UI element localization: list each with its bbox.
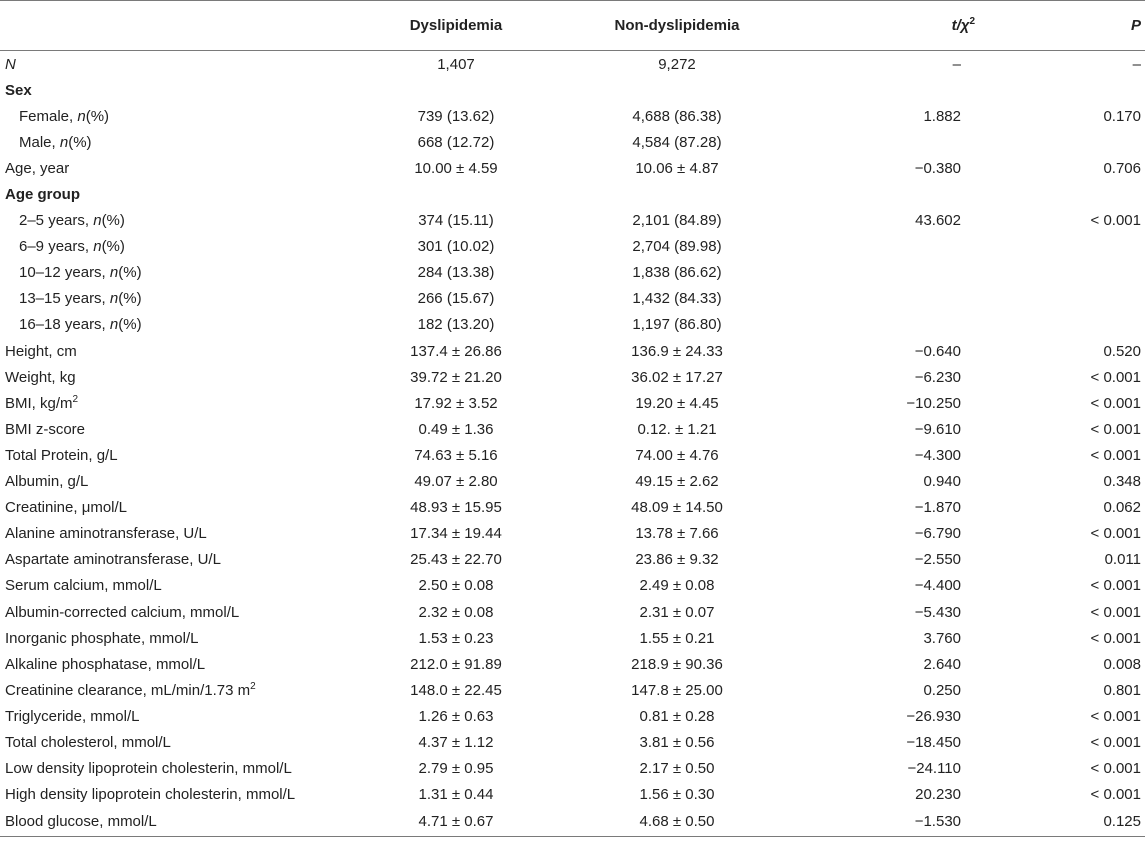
header-chi-symbol: /χ <box>956 17 970 34</box>
p-value-cell: < 0.001 <box>1090 786 1141 804</box>
row-label-tail: (%) <box>118 290 142 308</box>
non-dyslipidemia-cell: 218.9 ± 90.36 <box>631 655 723 673</box>
p-value-cell: < 0.001 <box>1090 603 1141 621</box>
non-dyslipidemia-cell: 13.78 ± 7.66 <box>635 525 719 543</box>
dyslipidemia-cell <box>350 77 562 103</box>
test-statistic-cell: 1.882 <box>923 107 961 125</box>
test-statistic-cell: 20.230 <box>915 786 961 804</box>
non-dyslipidemia-cell: 4.68 ± 0.50 <box>562 808 792 837</box>
row-label <box>0 390 350 416</box>
non-dyslipidemia-cell: 23.86 ± 9.32 <box>635 551 719 569</box>
row-label-text: Blood glucose, mmol/L <box>5 813 157 831</box>
table-row <box>0 208 1145 234</box>
table-row <box>0 729 1145 755</box>
row-label <box>0 129 350 155</box>
p-value-cell: < 0.001 <box>1090 707 1141 725</box>
row-label-text: 2–5 years, <box>19 212 94 230</box>
p-value-cell: < 0.001 <box>1090 577 1141 595</box>
dyslipidemia-cell: 74.63 ± 5.16 <box>414 446 498 464</box>
non-dyslipidemia-cell: 49.15 ± 2.62 <box>635 473 719 491</box>
row-label <box>0 599 350 625</box>
test-statistic-cell: – <box>952 55 961 73</box>
test-statistic-cell <box>792 77 989 103</box>
dyslipidemia-cell: 49.07 ± 2.80 <box>414 473 498 491</box>
table-row <box>0 625 1145 651</box>
non-dyslipidemia-cell: 2,704 (89.98) <box>632 238 722 256</box>
dyslipidemia-cell: 17.92 ± 3.52 <box>414 394 498 412</box>
p-value-cell: 0.125 <box>989 808 1145 837</box>
test-statistic-cell: −26.930 <box>906 707 961 725</box>
test-statistic-cell: −1.530 <box>792 808 989 837</box>
test-statistic-cell <box>792 129 989 155</box>
row-label <box>0 312 350 338</box>
non-dyslipidemia-cell: 9,272 <box>658 55 696 73</box>
non-dyslipidemia-cell: 19.20 ± 4.45 <box>635 394 719 412</box>
row-label <box>0 625 350 651</box>
header-non-dyslipidemia: Non-dyslipidemia <box>562 1 792 51</box>
p-value-cell <box>989 77 1145 103</box>
dyslipidemia-cell: 182 (13.20) <box>417 316 495 334</box>
non-dyslipidemia-cell: 1.55 ± 0.21 <box>639 629 715 647</box>
dyslipidemia-cell: 1.26 ± 0.63 <box>418 707 494 725</box>
row-label-text: Height, cm <box>5 342 77 360</box>
row-label <box>0 547 350 573</box>
row-label-text: Albumin, g/L <box>5 473 89 491</box>
row-label-tail: (%) <box>101 238 125 256</box>
non-dyslipidemia-cell: 1,432 (84.33) <box>632 290 722 308</box>
non-dyslipidemia-cell: 74.00 ± 4.76 <box>635 446 719 464</box>
p-value-cell: < 0.001 <box>1090 368 1141 386</box>
test-statistic-cell: −4.300 <box>914 446 961 464</box>
table-header <box>0 1 1145 51</box>
test-statistic-cell: −24.110 <box>907 760 961 778</box>
test-statistic-cell: 43.602 <box>915 212 961 230</box>
table-row <box>0 651 1145 677</box>
p-value-cell: < 0.001 <box>1090 212 1141 230</box>
dyslipidemia-cell: 48.93 ± 15.95 <box>410 499 502 517</box>
table-row <box>0 77 1145 103</box>
dyslipidemia-cell: 25.43 ± 22.70 <box>410 551 502 569</box>
non-dyslipidemia-cell: 2.31 ± 0.07 <box>639 603 715 621</box>
row-label <box>0 155 350 181</box>
row-label-text: Alanine aminotransferase, U/L <box>5 525 207 543</box>
row-label <box>0 703 350 729</box>
non-dyslipidemia-cell: 4,688 (86.38) <box>632 107 722 125</box>
row-label-text: Alkaline phosphatase, mmol/L <box>5 655 206 673</box>
dyslipidemia-cell: 284 (13.38) <box>417 264 495 282</box>
p-value-cell: < 0.001 <box>1090 629 1141 647</box>
table-row <box>0 129 1145 155</box>
test-statistic-cell <box>792 234 989 260</box>
p-value-cell: 0.801 <box>1103 681 1141 699</box>
row-label-text: 10–12 years, <box>19 264 110 282</box>
row-label-text: Sex <box>5 81 32 99</box>
row-label-superscript: 2 <box>250 680 256 692</box>
section-heading <box>0 181 350 207</box>
test-statistic-cell: 3.760 <box>923 629 961 647</box>
row-label <box>0 729 350 755</box>
row-label-text: BMI z-score <box>5 420 86 438</box>
row-label-text: Low density lipoprotein cholesterin, mmol/L <box>5 760 292 778</box>
non-dyslipidemia-cell: 1,838 (86.62) <box>632 264 722 282</box>
row-label-text: 16–18 years, <box>19 316 110 334</box>
table-row <box>0 260 1145 286</box>
table-row <box>0 756 1145 782</box>
dyslipidemia-cell: 668 (12.72) <box>417 133 495 151</box>
row-label-text: 13–15 years, <box>19 290 110 308</box>
row-label-italic: n <box>109 316 119 334</box>
non-dyslipidemia-cell: 48.09 ± 14.50 <box>631 499 723 517</box>
header-t-symbol: t <box>951 17 957 34</box>
test-statistic-cell <box>792 260 989 286</box>
dyslipidemia-cell: 266 (15.67) <box>417 290 495 308</box>
dyslipidemia-cell <box>350 181 562 207</box>
row-label <box>0 469 350 495</box>
dyslipidemia-cell: 0.49 ± 1.36 <box>418 420 494 438</box>
non-dyslipidemia-cell: 36.02 ± 17.27 <box>631 368 723 386</box>
header-test-statistic <box>792 1 989 51</box>
table-row <box>0 808 1145 837</box>
test-statistic-cell: −18.450 <box>906 733 961 751</box>
table-row <box>0 703 1145 729</box>
row-label <box>0 495 350 521</box>
row-label <box>0 364 350 390</box>
dyslipidemia-cell: 4.37 ± 1.12 <box>418 733 494 751</box>
non-dyslipidemia-cell: 0.81 ± 0.28 <box>639 707 715 725</box>
test-statistic-cell: −5.430 <box>914 603 961 621</box>
table-row <box>0 677 1145 703</box>
row-label-italic: n <box>59 133 69 151</box>
row-label-italic: n <box>77 107 86 125</box>
dyslipidemia-cell: 739 (13.62) <box>417 107 495 125</box>
row-label-italic: n <box>93 212 102 230</box>
p-value-cell <box>989 286 1145 312</box>
p-value-cell: 0.062 <box>1103 499 1141 517</box>
test-statistic-cell: −0.380 <box>914 159 961 177</box>
row-label-text: BMI, kg/m <box>5 394 73 412</box>
row-label <box>0 286 350 312</box>
header-row <box>0 1 1145 51</box>
row-label-tail: (%) <box>101 212 125 230</box>
header-p-value <box>989 1 1145 51</box>
row-label-text: Age, year <box>5 159 70 177</box>
table-row <box>0 547 1145 573</box>
dyslipidemia-cell: 2.50 ± 0.08 <box>418 577 494 595</box>
test-statistic-cell: −6.790 <box>914 525 961 543</box>
row-label-text: Weight, kg <box>5 368 76 386</box>
non-dyslipidemia-cell: 1,197 (86.80) <box>632 316 722 334</box>
test-statistic-cell: −9.610 <box>914 420 961 438</box>
p-value-cell <box>989 234 1145 260</box>
row-label-text: N <box>5 55 16 73</box>
table-row <box>0 234 1145 260</box>
dyslipidemia-cell: 374 (15.11) <box>418 212 494 230</box>
non-dyslipidemia-cell: 2.49 ± 0.08 <box>639 577 715 595</box>
row-label <box>0 103 350 129</box>
row-label-tail: (%) <box>85 107 110 125</box>
row-label-superscript: 2 <box>72 393 79 405</box>
non-dyslipidemia-cell: 10.06 ± 4.87 <box>635 159 719 177</box>
dyslipidemia-cell: 1.53 ± 0.23 <box>418 629 494 647</box>
row-label <box>0 651 350 677</box>
non-dyslipidemia-cell <box>562 181 792 207</box>
dyslipidemia-cell: 2.32 ± 0.08 <box>418 603 494 621</box>
table-row <box>0 416 1145 442</box>
test-statistic-cell: 2.640 <box>923 655 961 673</box>
test-statistic-cell: −2.550 <box>914 551 961 569</box>
row-label-tail: (%) <box>68 133 92 151</box>
p-value-cell: 0.011 <box>1104 551 1141 569</box>
row-label-text: Male, <box>19 133 60 151</box>
row-label <box>0 416 350 442</box>
row-label-italic: n <box>93 238 102 256</box>
dyslipidemia-cell: 1,407 <box>437 55 475 73</box>
test-statistic-cell: −6.230 <box>914 368 961 386</box>
table-row <box>0 390 1145 416</box>
table-row <box>0 338 1145 364</box>
row-label-text: High density lipoprotein cholesterin, mmol/L <box>5 786 296 804</box>
p-value-cell: < 0.001 <box>1090 420 1141 438</box>
p-value-cell: 0.008 <box>1103 655 1141 673</box>
p-value-cell: < 0.001 <box>1090 733 1141 751</box>
header-chi-superscript: 2 <box>969 16 975 27</box>
dyslipidemia-cell: 1.31 ± 0.44 <box>418 786 494 804</box>
row-label <box>0 234 350 260</box>
row-label-text: Albumin-corrected calcium, mmol/L <box>5 603 240 621</box>
p-value-cell <box>989 181 1145 207</box>
non-dyslipidemia-cell: 3.81 ± 0.56 <box>639 733 715 751</box>
table-row <box>0 51 1145 78</box>
dyslipidemia-cell: 301 (10.02) <box>417 238 495 256</box>
table-row <box>0 181 1145 207</box>
test-statistic-cell: −4.400 <box>914 577 961 595</box>
dyslipidemia-cell: 39.72 ± 21.20 <box>410 368 502 386</box>
table-row <box>0 599 1145 625</box>
row-label <box>0 338 350 364</box>
table-row <box>0 364 1145 390</box>
header-p-symbol: P <box>1130 17 1141 34</box>
p-value-cell: < 0.001 <box>1090 446 1141 464</box>
p-value-cell: < 0.001 <box>1090 394 1141 412</box>
non-dyslipidemia-cell: 2.17 ± 0.50 <box>639 760 715 778</box>
table-row <box>0 442 1145 468</box>
non-dyslipidemia-cell: 136.9 ± 24.33 <box>631 342 723 360</box>
table-row <box>0 573 1145 599</box>
non-dyslipidemia-cell: 4,584 (87.28) <box>632 133 722 151</box>
row-label-text: Inorganic phosphate, mmol/L <box>5 629 199 647</box>
non-dyslipidemia-cell: 0.12. ± 1.21 <box>637 420 717 438</box>
test-statistic-cell: 0.250 <box>923 681 961 699</box>
row-label <box>0 521 350 547</box>
test-statistic-cell: −1.870 <box>914 499 961 517</box>
p-value-cell: 0.348 <box>1103 473 1141 491</box>
test-statistic-cell: −10.250 <box>906 394 961 412</box>
p-value-cell <box>989 312 1145 338</box>
test-statistic-cell <box>792 181 989 207</box>
row-label-text: Total Protein, g/L <box>5 446 118 464</box>
test-statistic-cell: −0.640 <box>914 342 961 360</box>
row-label-text: Female, <box>19 107 78 125</box>
dyslipidemia-cell: 17.34 ± 19.44 <box>410 525 502 543</box>
test-statistic-cell <box>792 312 989 338</box>
section-heading <box>0 77 350 103</box>
table-row <box>0 521 1145 547</box>
dyslipidemia-cell: 10.00 ± 4.59 <box>414 159 498 177</box>
row-label-text: Aspartate aminotransferase, U/L <box>5 551 221 569</box>
dyslipidemia-cell: 4.71 ± 0.67 <box>350 808 562 837</box>
row-label-italic: n <box>109 290 119 308</box>
row-label <box>0 808 350 837</box>
p-value-cell: < 0.001 <box>1090 760 1141 778</box>
row-label-tail: (%) <box>118 316 142 334</box>
table-row <box>0 495 1145 521</box>
p-value-cell: 0.170 <box>1103 107 1141 125</box>
p-value-cell: 0.706 <box>1103 159 1141 177</box>
table-row <box>0 103 1145 129</box>
table-row <box>0 155 1145 181</box>
row-label <box>0 51 350 78</box>
row-label <box>0 756 350 782</box>
non-dyslipidemia-cell: 2,101 (84.89) <box>632 212 722 230</box>
table-row <box>0 286 1145 312</box>
non-dyslipidemia-cell: 147.8 ± 25.00 <box>631 681 723 699</box>
dyslipidemia-cell: 2.79 ± 0.95 <box>418 760 494 778</box>
row-label-text: 6–9 years, <box>19 238 94 256</box>
row-label <box>0 442 350 468</box>
table-row <box>0 312 1145 338</box>
row-label <box>0 573 350 599</box>
dyslipidemia-cell: 137.4 ± 26.86 <box>410 342 502 360</box>
p-value-cell: < 0.001 <box>1090 525 1141 543</box>
row-label <box>0 260 350 286</box>
row-label-text: Serum calcium, mmol/L <box>5 577 162 595</box>
p-value-cell: 0.520 <box>1103 342 1141 360</box>
row-label-text: Age group <box>5 186 80 204</box>
test-statistic-cell <box>792 286 989 312</box>
p-value-cell <box>989 129 1145 155</box>
non-dyslipidemia-cell: 1.56 ± 0.30 <box>639 786 715 804</box>
dyslipidemia-cell: 212.0 ± 91.89 <box>410 655 502 673</box>
row-label-text: Creatinine, μmol/L <box>5 499 128 517</box>
row-label-italic: n <box>109 264 119 282</box>
table-row <box>0 469 1145 495</box>
table-body <box>0 51 1145 837</box>
row-label-text: Triglyceride, mmol/L <box>5 707 140 725</box>
header-label <box>0 1 350 51</box>
row-label-text: Creatinine clearance, mL/min/1.73 m <box>5 681 251 699</box>
row-label <box>0 208 350 234</box>
p-value-cell: – <box>1132 55 1141 73</box>
dyslipidemia-cell: 148.0 ± 22.45 <box>410 681 502 699</box>
row-label <box>0 677 350 703</box>
row-label-text: Total cholesterol, mmol/L <box>5 733 171 751</box>
table-row <box>0 782 1145 808</box>
non-dyslipidemia-cell <box>562 77 792 103</box>
header-dyslipidemia: Dyslipidemia <box>350 1 562 51</box>
p-value-cell <box>989 260 1145 286</box>
test-statistic-cell: 0.940 <box>923 473 961 491</box>
row-label-tail: (%) <box>118 264 142 282</box>
row-label <box>0 782 350 808</box>
